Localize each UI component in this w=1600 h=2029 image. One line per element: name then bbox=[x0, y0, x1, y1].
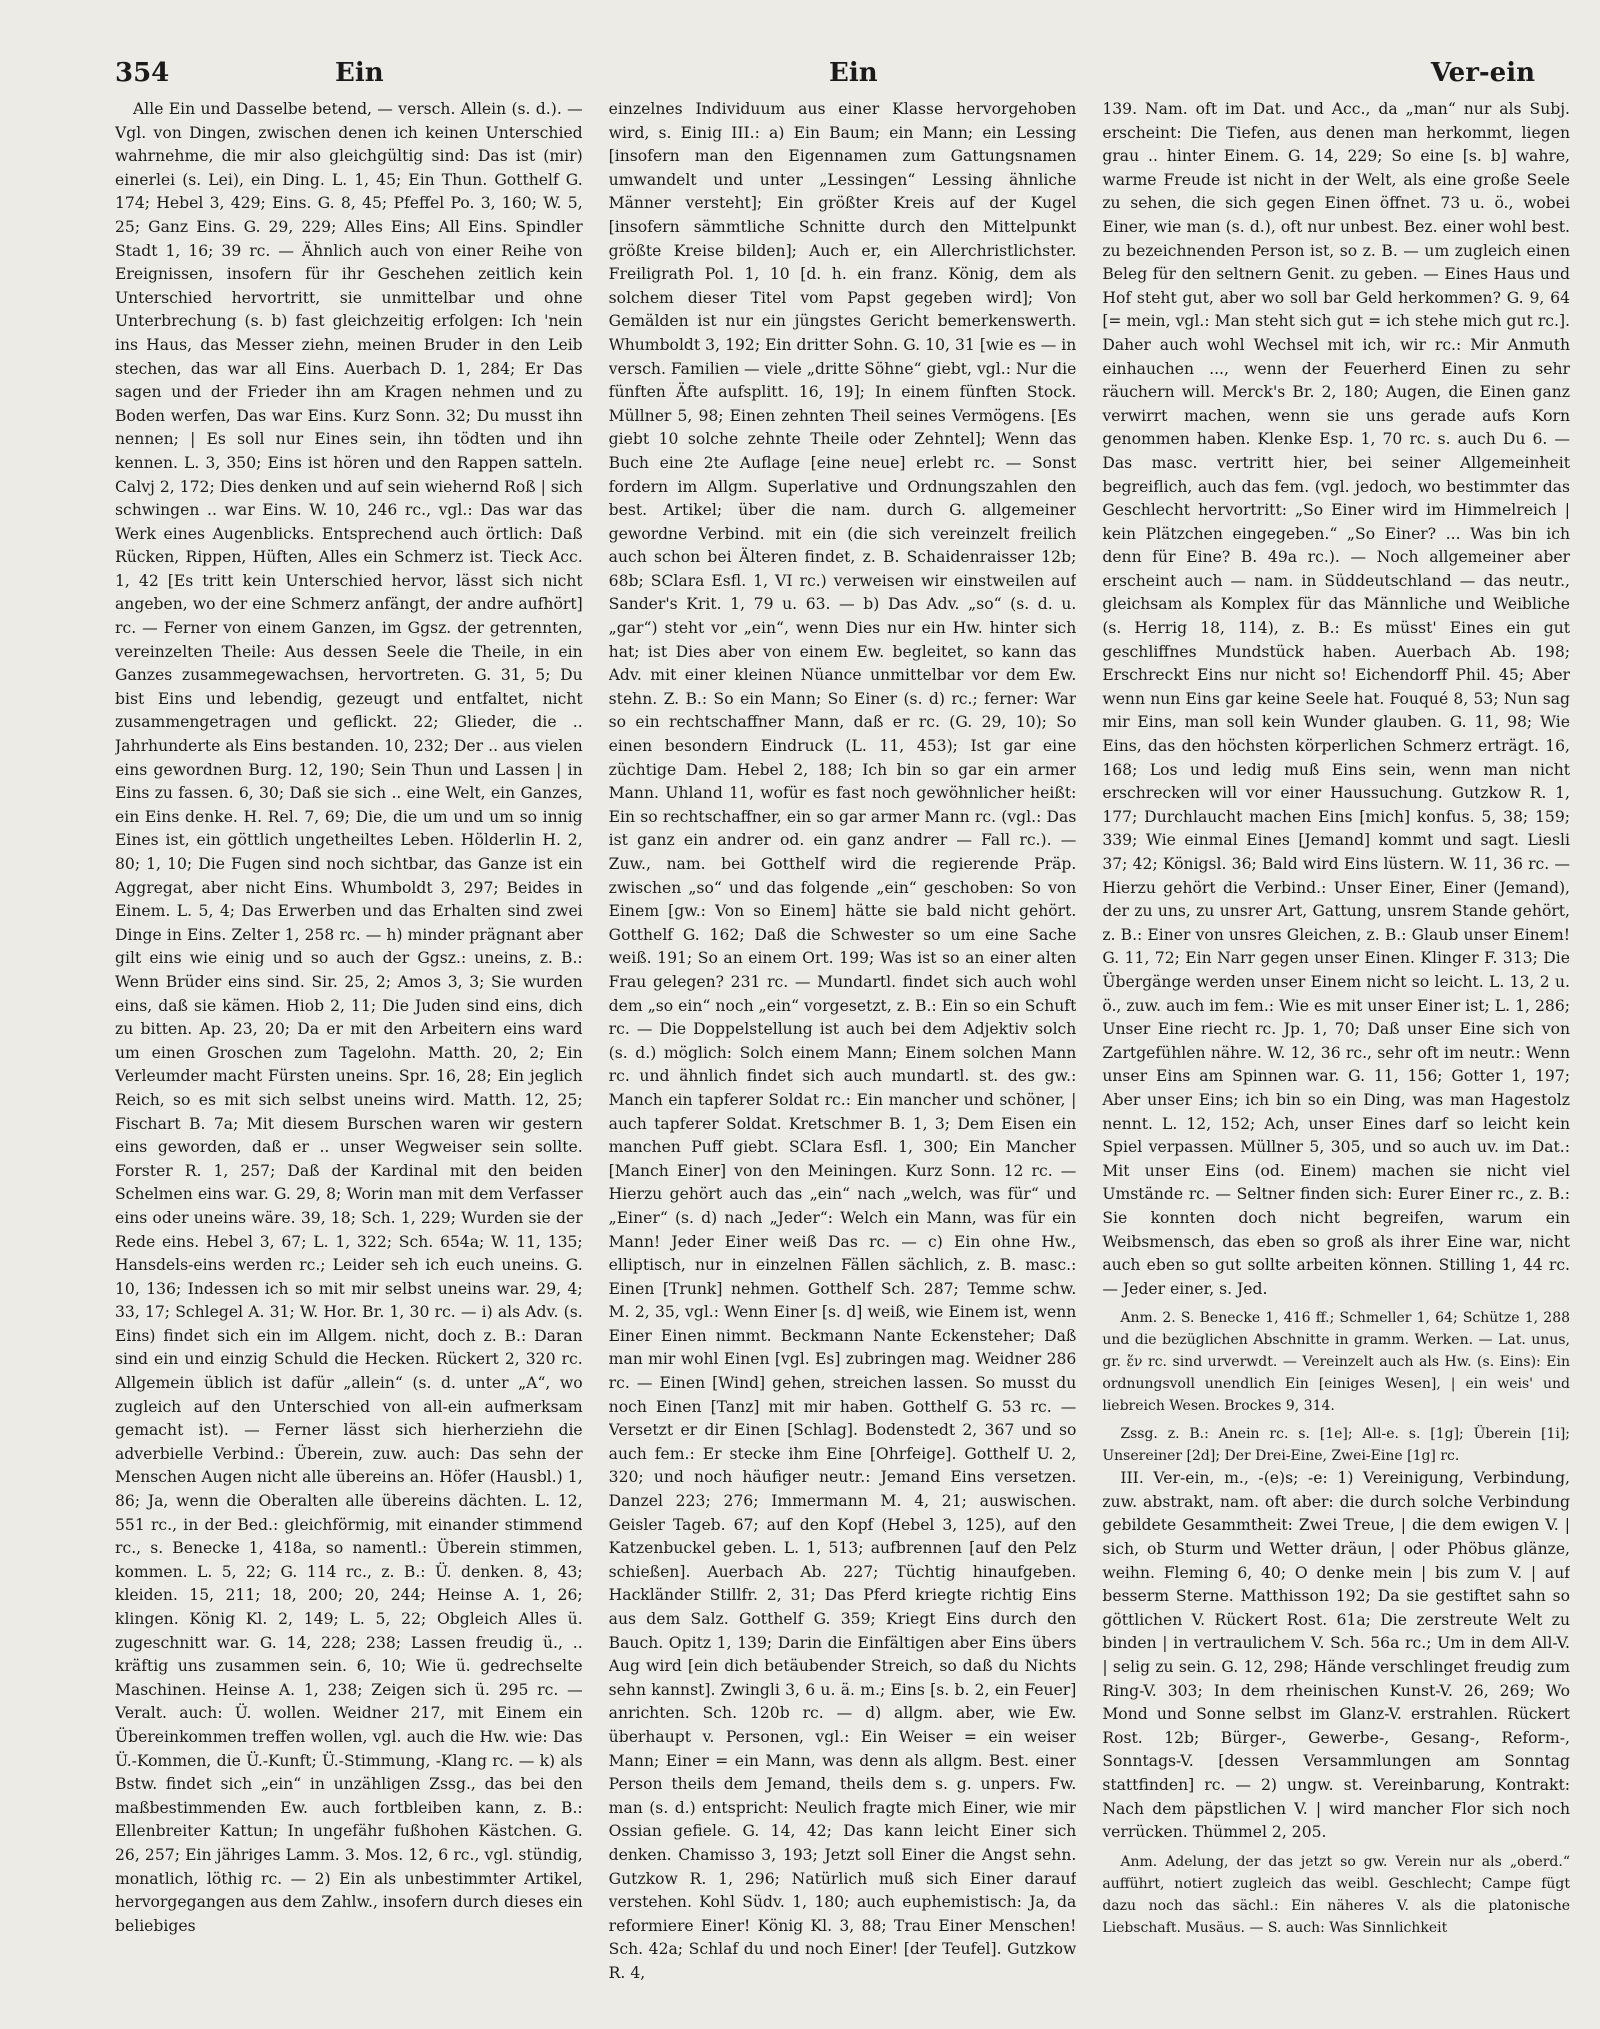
column-text: einzelnes Individuum aus einer Klasse hervorgehoben wird, s. Einig III.: a) Ein Baum; ein Mann; ein Lessing [insofern man den Eigennamen zum Gattungsnamen umwandelt und unter „Lessingen“ Lessing ähnliche Männer versteht]; Ein größter Kreis auf der Kugel [insofern sämmtliche Schnitte durch den Mittelpunkt größte Kreise bilden]; Auch er, ein Allerchristlichster. Freiligrath Pol. 1, 10 [d. h. ein franz. König, dem als solchem dieser Titel vom Papst gegeben wird]; Von Gemälden ist nur ein jüngstes Gericht bemerkenswerth. Whumboldt 3, 192; Ein dritter Sohn. G. 10, 31 [wie es — in versch. Familien — viele „dritte Söhne“ giebt, vgl.: Nur die fünften Äfte aufsplitt. 16, 19]; In einem fünften Stock. Müllner 5, 98; Einen zehnten Theil seines Vermögens. [Es giebt 10 solche zehnte Theile oder Zehntel]; Wenn das Buch eine 2te Auflage [eine neue] erlebt rc. — Sonst fordern im Allgm. Superlative und Ordnungszahlen den best. Artikel; über die nam. durch G. allgemeiner gewordne Verbind. mit ein (die sich vereinzelt freilich auch schon bei Älteren findet, z. B. Schaidenraisser 12b; 68b; SClara Esfl. 1, VI rc.) verweisen wir einstweilen auf Sander's Krit. 1, 79 u. 63. — b) Das Adv. „so“ (s. d. u. „gar“) steht vor „ein“, wenn Dies nur ein Hw. hinter sich hat; ist Dies aber von einem Ew. begleitet, so kann das Adv. mit einer kleinen Nüance unmittelbar vor dem Ew. stehn. Z. B.: So ein Mann; So Einer (s. d) rc.; ferner: War so ein rechtschaffner Mann, daß er rc. (G. 29, 10); So einen besondern Eindruck (L. 11, 453); Ist gar eine züchtige Dam. Hebel 2, 188; Ich bin so gar ein armer Mann. Uhland 11, wofür es fast noch gewöhnlicher heißt: Ein so rechtschaffner, ein so gar armer Mann rc. (vgl.: Das ist ganz ein andrer od. ein ganz andrer — Fall rc.). — Zuw., nam. bei Gotthelf wird die regierende Präp. zwischen „so“ und das folgende „ein“ geschoben: So von Einem [gw.: Von so Einem] hätte sie bald nicht gehört. Gotthelf G. 162; Daß die Schwester so um eine Sache weiß. 191; So an einem Ort. 199; Was ist so an einer alten Frau gelegen? 231 rc. — Mundartl. findet sich auch wohl dem „so ein“ noch „ein“ vorgesetzt, z. B.: Ein so ein Schuft rc. — Die Doppelstellung ist auch bei dem Adjektiv solch (s. d.) möglich: Solch einem Mann; Einem solchen Mann rc. und ähnlich findet sich auch mundartl. st. des gw.: Manch ein tapferer Soldat rc.: Ein mancher und schöner, | auch tapferer Soldat. Kretschmer B. 1, 3; Dem Eisen ein manchen Puff giebt. SClara Esfl. 1, 300; Ein Mancher [Manch Einer] von den Meiningen. Kurz Sonn. 12 rc. — Hierzu gehört auch das „ein“ nach „welch, was für“ und „Einer“ (s. d) nach „Jeder“: Welch ein Mann, was für ein Mann! Jeder Einer weiß Das rc. — c) Ein ohne Hw., elliptisch, nur in einzelnen Fällen sächlich, z. B. masc.: Einen [Trunk] nehmen. Gotthelf Sch. 287; Temme schw. M. 2, 35, vgl.: Wenn Einer [s. d] weiß, wie Einem ist, wenn Einer Einen nimmt. Beckmann Nante Eckensteher; Daß man mir wohl Einen [vgl. Es] zubringen mag. Weidner 286 rc. — Einen [Wind] gehen, streichen lassen. So musst du noch Einen [Tanz] mit mir haben. Gotthelf G. 53 rc. — Versetzt er dir Einen [Schlag]. Bodenstedt 2, 367 und so auch fem.: Er stecke ihm Eine [Ohrfeige]. Gotthelf U. 2, 320; und noch häufiger neutr.: Jemand Eins versetzen. Danzel 223; 276; Immermann M. 4, 21; auswischen. Geisler Tageb. 67; auf den Kopf (Hebel 3, 125), auf den Katzenbuckel geben. L. 1, 513; aufbrennen [auf den Pelz schießen]. Auerbach Ab. 227; Tüchtig hinaufgeben. Hackländer Stillfr. 2, 31; Das Pferd kriegte richtig Eins aus dem Salz. Gotthelf G. 359; Kriegt Eins durch den Bauch. Opitz 1, 139; Darin die Einfältigen aber Eins übers Aug wird [ein dich betäubender Streich, so daß du Nichts sehn kannst]. Zwingli 3, 6 u. ä. m.; Eins [s. b. 2, ein Feuer] anrichten. Sch. 120b rc. — d) allgm. aber, wie Ew. überhaupt v. Personen, vgl.: Ein Weiser = ein weiser Mann; Einer = ein Mann, was denn als allgm. Best. einer Person theils dem Jemand, theils dem s. g. unpers. Fw. man (s. d.) entspricht: Neulich fragte mich Einer, wie mir Ossian gefiele. G. 14, 42; Das kann leicht Einer sich denken. Chamisso 3, 193; Jetzt soll Einer die Angst sehn. Gutzkow R. 1, 296; Natürlich muß sich Einer darauf verstehen. Kohl Südv. 1, 180; auch euphemistisch: Ja, da reformiere Einer! König Kl. 3, 88; Trau Einer Menschen! Sch. 42a; Schlaf du und noch Einer! [der Teufel]. Gutzkow R. 4, bbox=[608, 100, 1077, 1982]
annotation-note: Anm. Adelung, der das jetzt so gw. Verein nur als „oberd.“ aufführt, notiert zugleich das weibl. Geschlecht; Campe fügt dazu noch das sächl.: Ein näheres V. als die platonische Liebschaft. Musäus. — S. auch: Was Sinnlichkeit bbox=[1102, 1853, 1570, 1936]
column-middle bbox=[609, 98, 1077, 2018]
center-running-head: Ein bbox=[829, 58, 878, 88]
column-left bbox=[115, 98, 583, 2018]
column-right bbox=[1102, 98, 1570, 2018]
compound-note: Zssg. z. B.: Anein rc. s. [1e]; All-e. s. [1g]; Überein [1i]; Unsereiner [2d]; Der Drei-Eine, Zwei-Eine [1g] rc. bbox=[1102, 1426, 1570, 1465]
page-number: 354 bbox=[115, 58, 170, 88]
page-header bbox=[115, 58, 1570, 98]
column-text: Alle Ein und Dasselbe betend, — versch. Allein (s. d.). — Vgl. von Dingen, zwischen denen ich keinen Unterschied wahrnehme, die mir also gleichgültig sind: Das ist (mir) einerlei (s. Lei), ein Ding. L. 1, 45; Ein Thun. Gotthelf G. 174; Hebel 3, 429; Eins. G. 8, 45; Pfeffel Po. 3, 160; W. 5, 25; Ganz Eins. G. 29, 229; Alles Eins; All Eins. Spindler Stadt 1, 16; 39 rc. — Ähnlich auch von einer Reihe von Ereignissen, insofern für ihr Geschehen zeitlich kein Unterschied hervortritt, sie unmittelbar und ohne Unterbrechung (s. b) fast gleichzeitig erfolgen: Ich 'nein ins Haus, das Messer ziehn, meinen Bruder in den Leib stechen, das war all Eins. Auerbach D. 1, 284; Er Das sagen und der Frieder ihn am Kragen nehmen und zu Boden werfen, Das war Eins. Kurz Sonn. 32; Du musst ihn nennen; | Es soll nur Eines sein, ihn tödten und ihn kennen. L. 3, 350; Eins ist hören und den Rappen satteln. Calvj 2, 172; Dies denken und auf sein wiehernd Roß | sich schwingen .. war Eins. W. 10, 246 rc., vgl.: Das war das Werk eines Augenblicks. Entsprechend auch örtlich: Daß Rücken, Rippen, Hüften, Alles ein Schmerz ist. Tieck Acc. 1, 42 [Es tritt kein Unterschied hervor, lässt sich nicht angeben, wo der eine Schmerz anfängt, der andre aufhört] rc. — Ferner von einem Ganzen, im Ggsz. der getrennten, vereinzelten Theile: Aus dessen Seele die Theile, in ein Ganzes zusammegewachsen, hervortreten. G. 31, 5; Du bist Eins und lebendig, gezeugt und entfaltet, nicht zusammengetragen und geflickt. 22; Glieder, die .. Jahrhunderte als Eins bestanden. 10, 232; Der .. aus vielen eins gewordnen Burg. 12, 190; Sein Thun und Lassen | in Eins zu fassen. 6, 30; Daß sie sich .. eine Welt, ein Ganzes, ein Eins denke. H. Rel. 7, 69; Die, die um und um so innig Eines ist, ein göttlich ungetheiltes Leben. Hölderlin H. 2, 80; 1, 10; Die Fugen sind noch sichtbar, das Ganze ist ein Aggregat, aber nicht Eins. Whumboldt 3, 297; Beides in Einem. L. 5, 4; Das Erwerben und das Erhalten sind zwei Dinge in Eins. Zelter 1, 258 rc. — h) minder prägnant aber gilt eins wie einig und so auch der Ggsz.: uneins, z. B.: Wenn Brüder eins sind. Sir. 25, 2; Amos 3, 3; Sie wurden eins, daß sie kämen. Hiob 2, 11; Die Juden sind eins, dich zu bitten. Ap. 23, 20; Da er mit den Arbeitern eins ward um einen Groschen zum Tagelohn. Matth. 20, 2; Ein Verleumder macht Fürsten uneins. Spr. 16, 28; Ein jeglich Reich, so es mit sich selbst uneins wird. Matth. 12, 25; Fischart B. 7a; Mit diesem Burschen waren wir gestern eins geworden, daß er .. unser Wegweiser sein sollte. Forster R. 1, 257; Daß der Kardinal mit den beiden Schelmen eins war. G. 29, 8; Worin man mit dem Verfasser eins oder uneins wäre. 39, 18; Sch. 1, 229; Wurden sie der Rede eins. Hebel 3, 67; L. 1, 322; Sch. 654a; W. 11, 135; Hansdels-eins werden rc.; Leider seh ich euch uneins. G. 10, 136; Indessen ich so mit mir selbst uneins war. 29, 4; 33, 17; Schlegel A. 31; W. Hor. Br. 1, 30 rc. — i) als Adv. (s. Eins) findet sich ein im Allgem. nicht, doch z. B.: Daran sind ein und einzig Schuld die Hecken. Rückert 2, 320 rc. Allgemein üblich ist dafür „allein“ (s. d. unter „A“, wo zugleich auf den Unterschied von all-ein aufmerksam gemacht ist). — Ferner lässt sich hierherziehn die adverbielle Verbind.: Überein, zuw. auch: Das sehn der Menschen Augen nicht alle übereins an. Höfer (Hausbl.) 1, 86; Ja, wenn die Oberalten alle übereins dächten. L. 12, 551 rc., in der Bed.: gleichförmig, mit einander stimmend rc., s. Benecke 1, 418a, so namentl.: Überein stimmen, kommen. L. 5, 22; G. 114 rc., z. B.: Ü. denken. 8, 43; kleiden. 15, 211; 18, 200; 20, 244; Heinse A. 1, 26; klingen. König Kl. 2, 149; L. 5, 22; Obgleich Alles ü. zugeschnitt war. G. 14, 228; 238; Lassen freudig ü., .. kräftig uns zusammen sein. 6, 10; Wie ü. gedrechselte Maschinen. Heinse A. 1, 238; Zeigen sich ü. 295 rc. — Veralt. auch: Ü. wollen. Weidner 217, mit Einem ein Übereinkommen treffen wollen, vgl. auch die Hw. wie: Das Ü.-Kommen, die Ü.-Kunft; Ü.-Stimmung, -Klang rc. — k) als Bstw. findet sich „ein“ in unzähligen Zssg., das bei den maßbestimmenden Ew. auch fortbleiben kann, z. B.: Ellenbreiter Kattun; In ungefähr fußhohen Kästchen. G. 26, 257; Ein jähriges Lamm. 3. Mos. 12, 6 rc., vgl. stündig, monatlich, löthig rc. — 2) Ein als unbestimmter Artikel, hervorgegangen aus dem Zahlw., insofern durch dieses ein beliebiges bbox=[115, 100, 583, 1935]
column-text: 139. Nam. oft im Dat. und Acc., da „man“ nur als Subj. erscheint: Die Tiefen, aus denen man herkommt, liegen grau .. hinter Einem. G. 14, 229; So eine [s. b] wahre, warme Freude ist nicht in der Welt, als eine große Seele zu sehen, die sich gegen Einen öffnet. 73 u. ö., wobei Einer, wie man (s. d.), oft nur unbest. Bez. einer wohl best. zu bezeichnenden Person ist, so z. B. — um zugleich einen Beleg für den seltnern Genit. zu geben. — Eines Haus und Hof steht gut, aber wo soll bar Geld herkommen? G. 9, 64 [= mein, vgl.: Man steht sich gut = ich stehe mich gut rc.]. Daher auch wohl Wechsel mit ich, wir rc.: Mir Anmuth einhauchen ..., wenn der Feuerherd Einen zu sehr räuchern will. Merck's Br. 2, 180; Augen, die Einen ganz verwirrt machen, wenn sie uns gerade aufs Korn genommen haben. Klenke Esp. 1, 70 rc. s. auch Du 6. — Das masc. vertritt hier, bei seiner Allgemeinheit begreiflich, auch das fem. (vgl. jedoch, wo bestimmter das Geschlecht hervortritt: „So Einer wird im Himmelreich | kein Plätzchen eingegeben.“ „So Einer? ... Was bin ich denn für Eine? B. 49a rc.). — Noch allgemeiner aber erscheint auch — nam. in Süddeutschland — das neutr., gleichsam als Komplex für das Männliche und Weibliche (s. Herrig 18, 114), z. B.: Es müsst' Eines ein gut geschliffnes Mundstück haben. Auerbach Ab. 198; Erschreckt Eins nur nicht so! Eichendorff Phil. 45; Aber wenn nun Eins gar keine Seele hat. Fouqué 8, 53; Nun sag mir Eins, man soll kein Wunder glauben. G. 11, 98; Wie Eins, das den höchsten körperlichen Schmerz erträgt. 16, 168; Los und ledig muß Eins sein, wenn man nicht erschrecken will vor einer Haussuchung. Gutzkow R. 1, 177; Durchlaucht machen Eins [mich] konfus. 5, 38; 159; 339; Wie einmal Eines [Jemand] kommt und sagt. Liesli 37; 42; Königsl. 36; Bald wird Eins lüstern. W. 11, 36 rc. — Hierzu gehört die Verbind.: Unser Einer, Einer (Jemand), der zu uns, zu unsrer Art, Gattung, unsrem Stande gehört, z. B.: Einer von unsres Gleichen, z. B.: Glaub unser Einem! G. 11, 72; Ein Narr gegen unser Einen. Klinger F. 313; Die Übergänge werden unser Einem nicht so leicht. L. 13, 2 u. ö., zuw. auch im fem.: Wie es mit unser Einer ist; L. 1, 286; Unser Eine riecht rc. Jp. 1, 70; Daß unser Eine sich von Zartgefühlen nähre. W. 12, 36 rc., sehr oft im neutr.: Wenn unser Eins am Spinnen war. G. 11, 156; Gotter 1, 197; Aber unser Eins; ich bin so ein Ding, was man Hagestolz nennt. L. 12, 152; Ach, unser Eines darf so leicht kein Spiel verpassen. Müllner 5, 305, und so auch uv. im Dat.: Mit unser Eins (od. Einem) machen sie nicht viel Umstände rc. — Seltner finden sich: Eurer Einer rc., z. B.: Sie konnten doch nicht begreifen, warum ein Weibsmensch, das eben so groß als ihrer Eine war, nicht auch eben so gut sollte arbeiten können. Stilling 1, 44 rc. — Jeder einer, s. Jed. bbox=[1102, 100, 1570, 1298]
left-running-head: Ein bbox=[335, 58, 384, 88]
right-running-head: Ver-ein bbox=[1430, 58, 1535, 88]
text-columns bbox=[115, 98, 1570, 2018]
entry-verein: III. Ver-ein, m., -(e)s; -e: 1) Vereinigung, Verbindung, zuw. abstrakt, nam. oft aber: die durch solche Verbindung gebildete Gesammtheit: Zwei Treue, | die dem ewigen V. | sich, ob Sturm und Wetter dräun, | oder Phöbus glänze, weihn. Fleming 6, 40; O denke mein | bis zum V. | auf besserm Sterne. Matthisson 192; Da sie gestiftet sahn so göttlichen V. Rückert Rost. 61a; Die zerstreute Welt zu binden | in vertraulichem V. Sch. 56a rc.; Um in dem All-V. | selig zu sein. G. 12, 298; Hände verschlinget freudig zum Ring-V. 303; In dem rheinischen Kunst-V. 26, 269; Wo Mond und Sonne selbst im Glanz-V. erstrahlen. Rückert Rost. 12b; Bürger-, Gewerbe-, Gesang-, Reform-, Sonntags-V. [dessen Versammlungen am Sonntag stattfinden] rc. — 2) ungw. st. Vereinbarung, Kontrakt: Nach dem päpstlichen V. | wird mancher Flor sich noch verrücken. Thümmel 2, 205. bbox=[1102, 1469, 1570, 1842]
annotation-note: Anm. 2. S. Benecke 1, 416 ff.; Schmeller 1, 64; Schütze 1, 288 und die bezüglichen Abschnitte in gramm. Werken. — Lat. unus, gr. ἕν rc. sind urverwdt. — Vereinzelt auch als Hw. (s. Eins): Ein ordnungsvoll unendlich Ein [einiges Wesen], | ein weis' und liebreich Wesen. Brockes 9, 314. bbox=[1102, 1310, 1570, 1415]
